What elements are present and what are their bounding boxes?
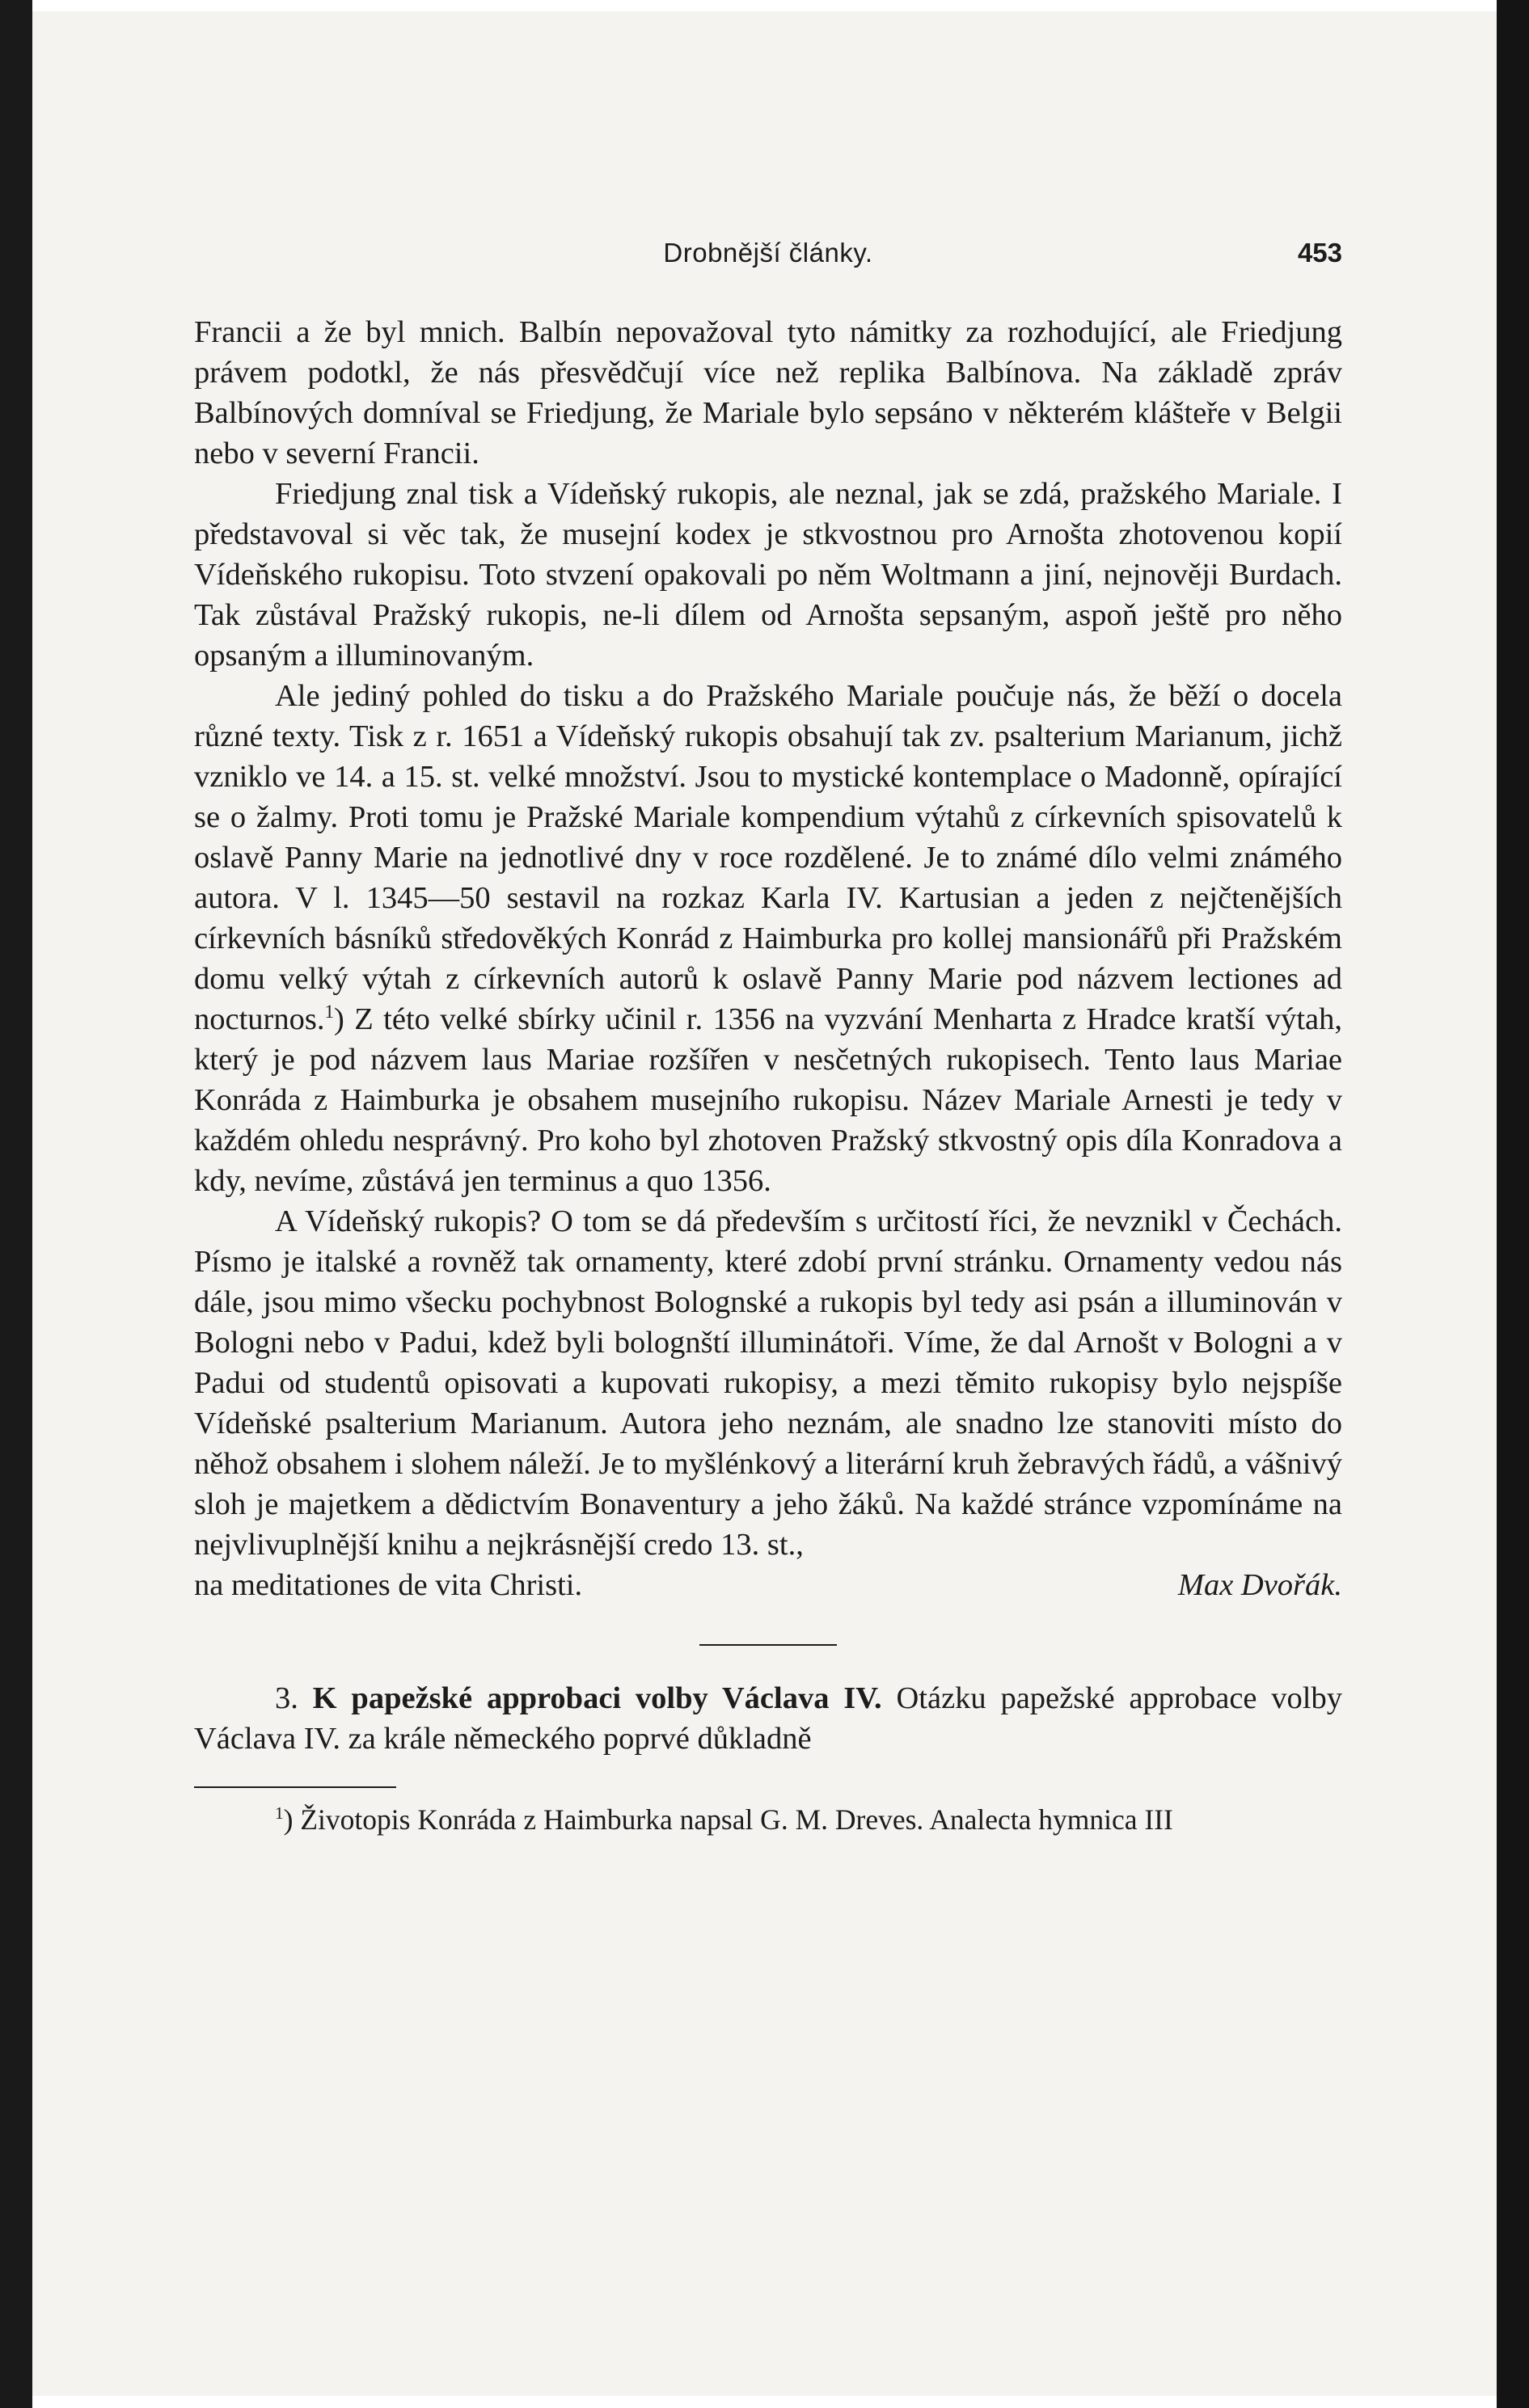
footnote-divider bbox=[194, 1786, 396, 1788]
paragraph-4: A Vídeňský rukopis? O tom se dá především s určitostí říci, že nevznikl v Čechách. Písmo je italské a rovněž tak ornamenty, které zdobí první stránku. Ornamenty vedou nás dále, jsou mimo všecku pochybnost Bolognské a rukopis byl tedy asi psán a illuminován v Bologni nebo v Padui, kdež byli bolognští illuminátoři. Víme, že dal Arnošt v Bologni a v Padui od studentů opisovati a kupovati rukopisy, a mezi těmito rukopisy bylo nejspíše Vídeňské psalterium Marianum. Autora jeho neznám, ale snadno lze stanoviti místo do něhož obsahem i slohem náleží. Je to myšlénkový a literární kruh žebravých řádů, a vášnivý sloh je majetkem a dědictvím Bonaventury a jeho žáků. Na každé stránce vzpomínáme na nejvlivuplnější knihu a nejkrásnější credo 13. st., bbox=[194, 1204, 1342, 1562]
paragraph-3-text-a: Ale jediný pohled do tisku a do Pražského Mariale poučuje nás, že běží o docela různé texty. Tisk z r. 1651 a Vídeňský rukopis obsahují tak zv. psalterium Marianum, jichž vzniklo ve 14. a 15. st. velké množství. Jsou to mystické kontemplace o Madonně, opírající se o žalmy. Proti tomu je Pražské Mariale kompendium výtahů z církevních spisovatelů k oslavě Panny Marie na jednotlivé dny v roce rozdělené. Je to známé dílo velmi známého autora. V l. 1345—50 sestavil na rozkaz Karla IV. Kartusian a jeden z nejčtenějších církevních básníků středověkých Konrád z Haimburka pro kollej mansionářů při Pražském domu velký výtah z církevních autorů k oslavě Panny Marie pod názvem lectiones ad nocturnos. bbox=[194, 679, 1342, 1036]
author-signature: Max Dvořák. bbox=[1177, 1568, 1342, 1602]
running-head bbox=[194, 213, 1342, 278]
page-number: 453 bbox=[1297, 238, 1342, 268]
section-divider bbox=[699, 1644, 837, 1646]
paragraph-4-last-line: na meditationes de vita Christi. bbox=[194, 1568, 583, 1602]
paragraph-2: Friedjung znal tisk a Vídeňský rukopis, ale neznal, jak se zdá, pražského Mariale. I představoval si věc tak, že musejní kodex je stkvostnou pro Arnošta zhotovenou kopií Vídeňského rukopisu. Toto stvzení opakovali po něm Woltmann a jiní, nejnověji Burdach. Tak zůstával Pražský rukopis, ne-li dílem od Arnošta sepsaným, aspoň ještě pro něho opsaným a illuminovaným. bbox=[194, 477, 1342, 673]
paragraph-1: Francii a že byl mnich. Balbín nepovažoval tyto námitky za rozhodující, ale Friedjung právem podotkl, že nás přesvědčují více než replika Balbínova. Na základě zpráv Balbínových domníval se Friedjung, že Mariale bylo sepsáno v některém klášteře v Belgii nebo v severní Francii. bbox=[194, 315, 1342, 470]
paragraph-3 bbox=[194, 676, 1342, 1201]
section-3-number: 3. bbox=[275, 1681, 298, 1715]
section-3-text: Otázku papežské approbace volby Václava IV. za krále německého poprvé důkladně bbox=[194, 1681, 1342, 1756]
section-3-paragraph bbox=[194, 1678, 1342, 1759]
signature-line bbox=[194, 1565, 1342, 1605]
scan-edge-right bbox=[1497, 0, 1529, 2408]
footnote-text: ) Životopis Konráda z Haimburka napsal G. M. Dreves. Analecta hymnica III bbox=[283, 1803, 1173, 1836]
article-body bbox=[194, 312, 1342, 1759]
paragraph-3-text-b: ) Z této velké sbírky učinil r. 1356 na vyzvání Menharta z Hradce kratší výtah, který je pod názvem laus Mariae rozšířen v nesčetných rukopisech. Tento laus Mariae Konráda z Haimburka je obsahem musejního rukopisu. Název Mariale Arnesti je tedy v každém ohledu nesprávný. Pro koho byl zhotoven Pražský stkvostný opis díla Konradova a kdy, nevíme, zůstává jen terminus a quo 1356. bbox=[194, 1002, 1342, 1198]
running-title: Drobnější články. bbox=[663, 238, 873, 268]
section-3-heading: K papežské approbaci volby Václava IV. bbox=[312, 1681, 882, 1715]
footnotes bbox=[194, 1801, 1342, 1838]
scan-edge-left bbox=[0, 0, 32, 2408]
footnote-1 bbox=[194, 1801, 1342, 1838]
footnote-mark: 1 bbox=[275, 1803, 284, 1824]
page-content bbox=[194, 213, 1342, 1838]
footnote-reference: 1 bbox=[324, 1001, 335, 1023]
book-page bbox=[32, 11, 1497, 2396]
